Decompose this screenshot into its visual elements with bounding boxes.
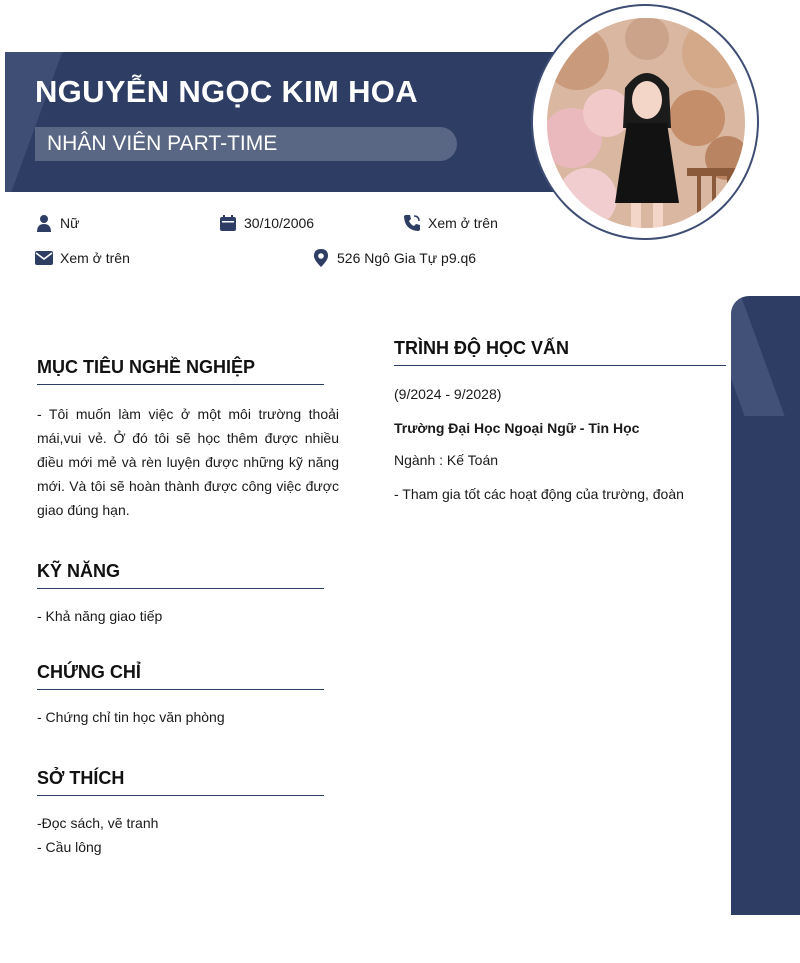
skill-item: - Khả năng giao tiếp bbox=[37, 608, 163, 624]
hobbies-list bbox=[37, 811, 327, 859]
address-value: 526 Ngô Gia Tự p9.q6 bbox=[337, 250, 477, 266]
calendar-icon bbox=[219, 214, 237, 232]
profile-photo bbox=[547, 18, 745, 228]
certificates-list bbox=[37, 705, 327, 729]
envelope-icon bbox=[35, 249, 53, 267]
header-accent-stripe bbox=[5, 52, 66, 192]
phone-icon bbox=[403, 214, 421, 232]
objective-text: - Tôi muốn làm việc ở một môi trường thoải mái,vui vẻ. Ở đó tôi sẽ học thêm được nhiều điều mới mẻ và rèn luyện được những kỹ năng mới. Và tôi sẽ hoàn thành được công việc được giao đúng hạn. bbox=[37, 406, 339, 518]
education-period: (9/2024 - 9/2028) bbox=[394, 386, 502, 402]
candidate-name: NGUYỄN NGỌC KIM HOA bbox=[35, 74, 418, 109]
contact-phone bbox=[403, 214, 498, 232]
phone-value: Xem ở trên bbox=[428, 215, 498, 231]
role-pill bbox=[35, 127, 457, 161]
person-icon bbox=[35, 214, 53, 232]
side-decoration-bar bbox=[731, 296, 800, 915]
hobby-item: -Đọc sách, vẽ tranh bbox=[37, 815, 159, 831]
header-banner bbox=[5, 52, 565, 192]
birthdate-value: 30/10/2006 bbox=[244, 215, 315, 231]
education-title: TRÌNH ĐỘ HỌC VẤN bbox=[394, 338, 569, 358]
hobby-item: - Cầu lông bbox=[37, 839, 102, 855]
location-pin-icon bbox=[312, 249, 330, 267]
candidate-role: NHÂN VIÊN PART-TIME bbox=[47, 132, 278, 155]
email-value: Xem ở trên bbox=[60, 250, 130, 266]
gender-value: Nữ bbox=[60, 215, 80, 231]
objective-title: MỤC TIÊU NGHỀ NGHIỆP bbox=[37, 357, 256, 377]
education-note: - Tham gia tốt các hoạt động của trường, đoàn bbox=[394, 486, 684, 502]
certificates-title: CHỨNG CHỈ bbox=[37, 662, 141, 682]
skills-divider bbox=[37, 588, 324, 589]
avatar bbox=[531, 4, 759, 240]
objective-divider bbox=[37, 384, 324, 385]
contact-gender bbox=[35, 214, 79, 232]
contact-birthdate bbox=[219, 214, 314, 232]
skills-list bbox=[37, 604, 327, 628]
contact-email bbox=[35, 249, 130, 267]
hobbies-title: SỞ THÍCH bbox=[37, 768, 125, 788]
side-accent-stripe bbox=[731, 296, 785, 416]
certificate-item: - Chứng chỉ tin học văn phòng bbox=[37, 709, 225, 725]
certificates-divider bbox=[37, 689, 324, 690]
education-divider bbox=[394, 365, 726, 366]
education-major: Ngành : Kế Toán bbox=[394, 452, 499, 468]
contact-address bbox=[312, 249, 476, 267]
education-school: Trường Đại Học Ngoại Ngữ - Tin Học bbox=[394, 420, 640, 436]
hobbies-divider bbox=[37, 795, 324, 796]
skills-title: KỸ NĂNG bbox=[37, 561, 121, 581]
